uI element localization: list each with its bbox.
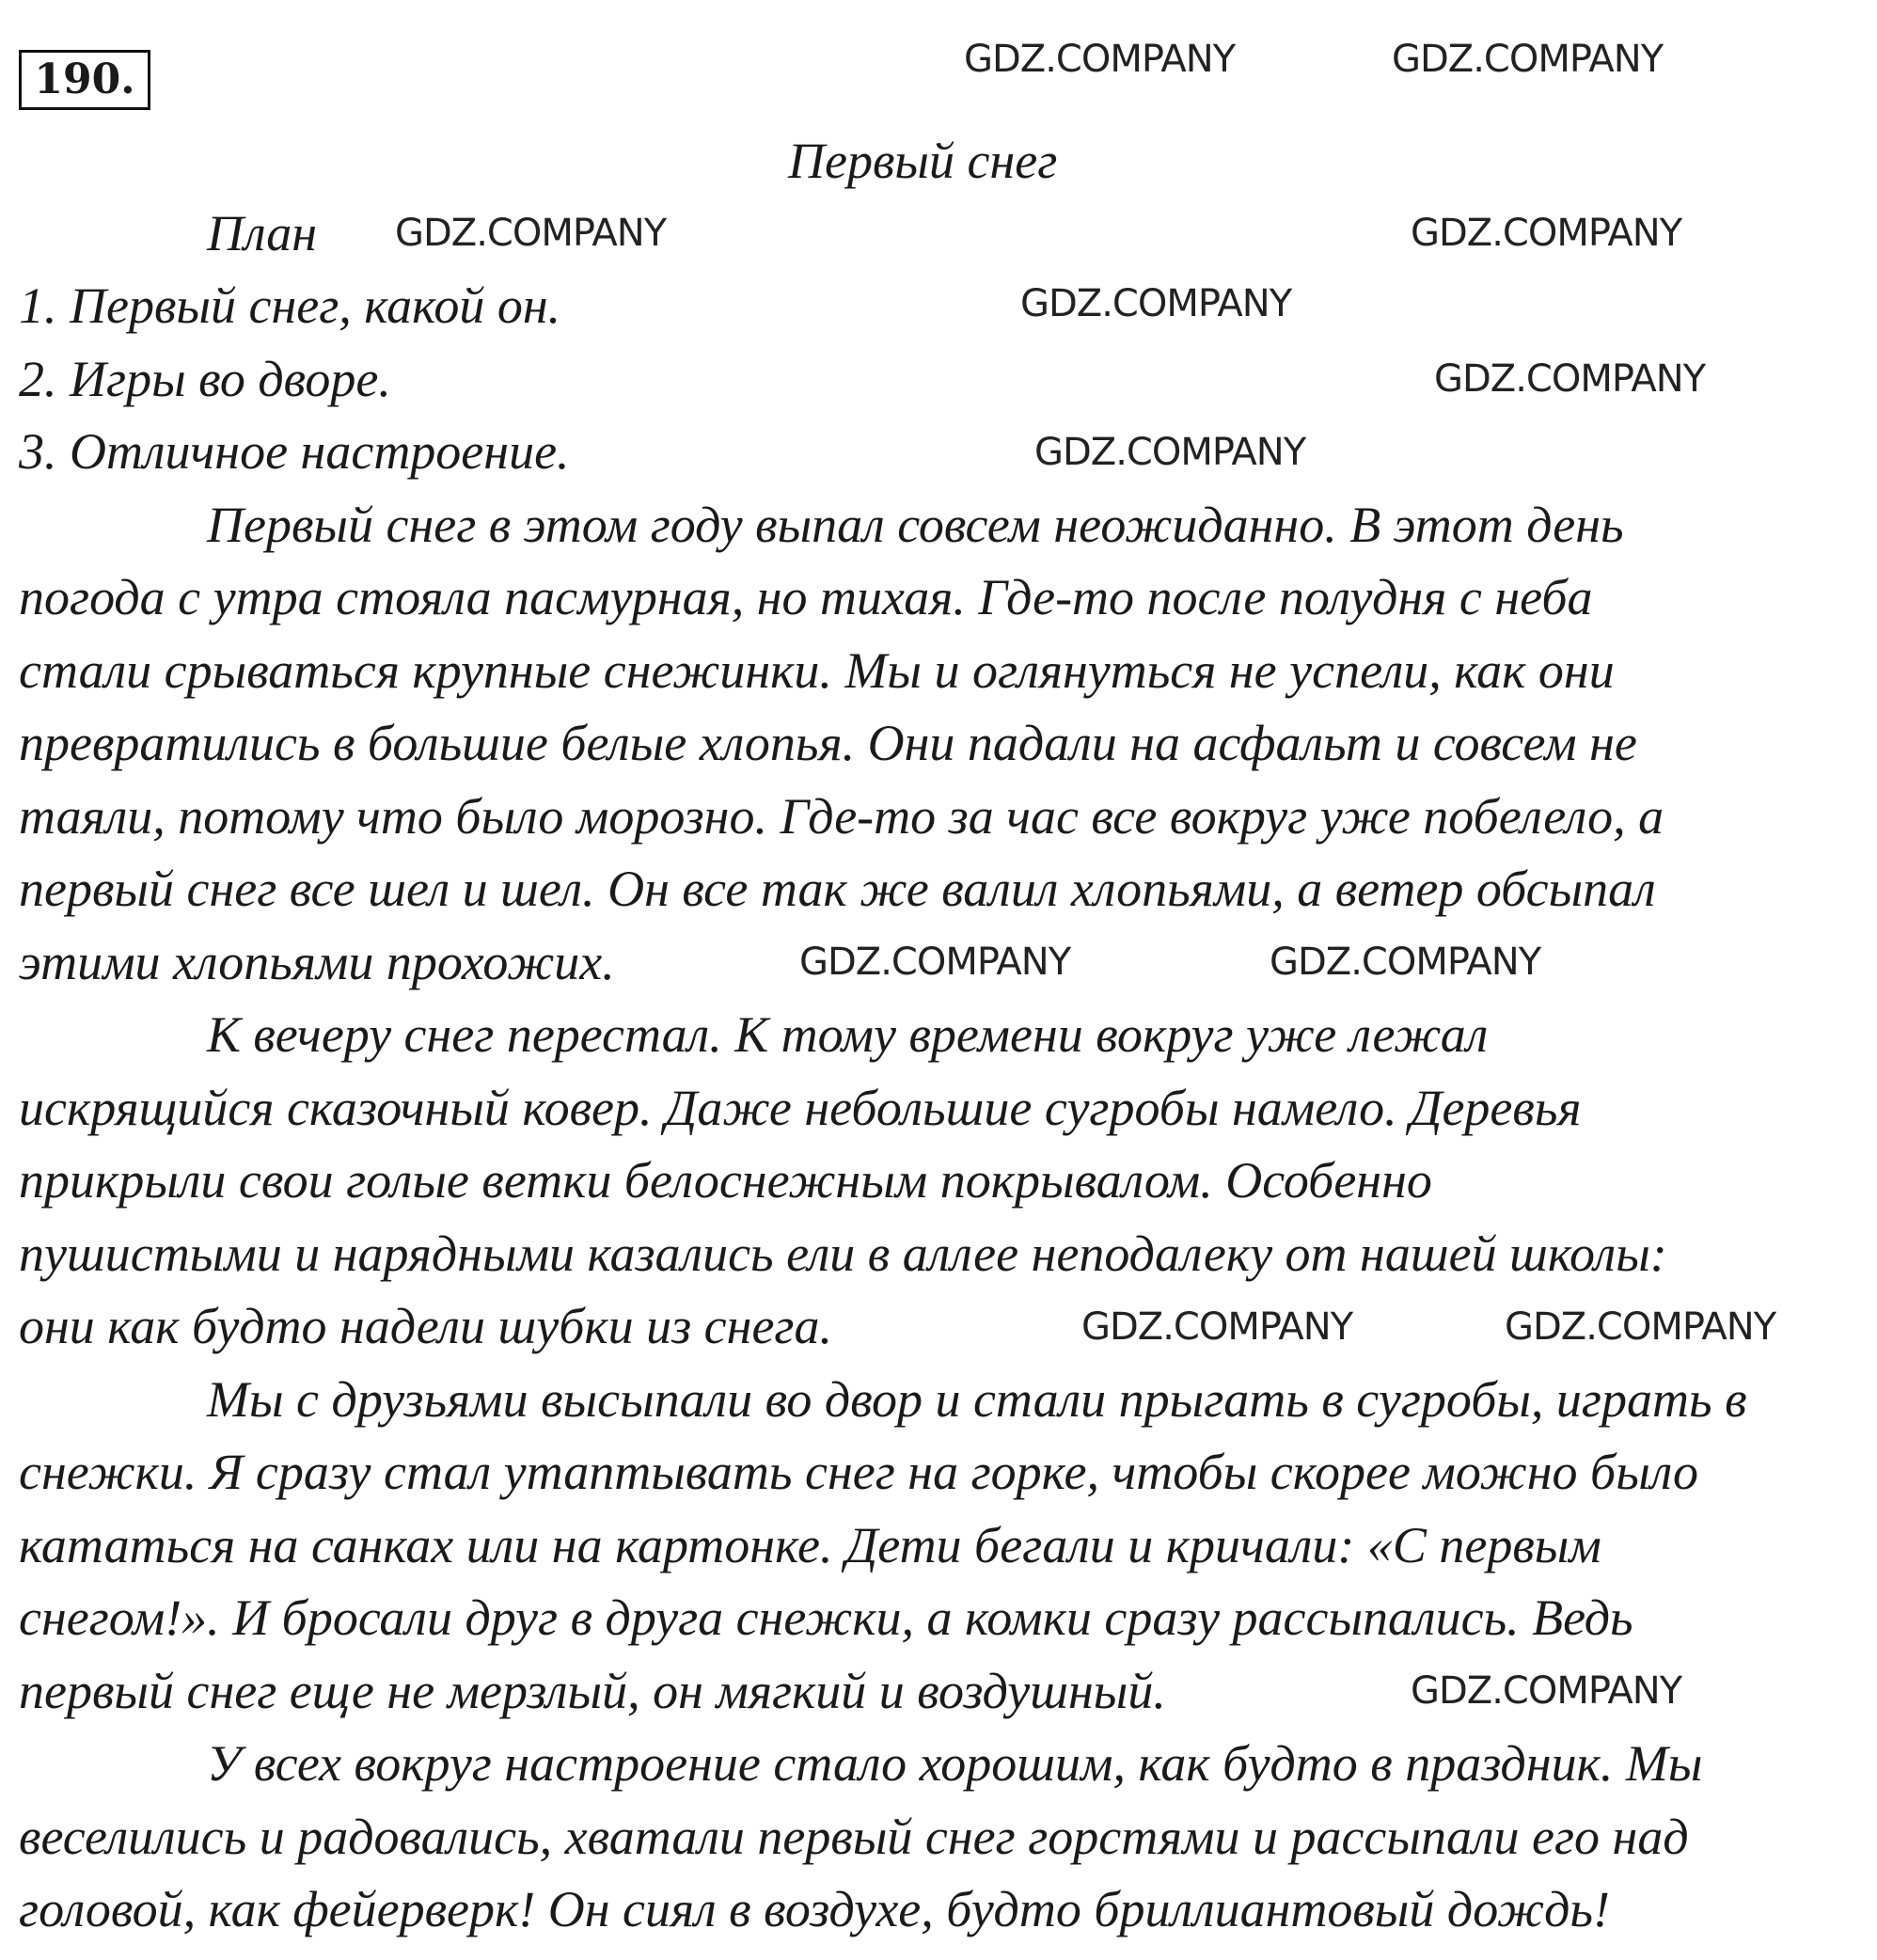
- text-line: первый снег еще не мерзлый, он мягкий и воздушный.: [19, 1662, 1166, 1719]
- text-line: снежки. Я сразу стал утаптывать снег на горке, чтобы скорее можно было: [19, 1444, 1698, 1500]
- text-line: этими хлопьями прохожих.: [19, 933, 615, 990]
- watermark: GDZ.COMPANY: [964, 38, 1236, 81]
- plan-item: 2. Игры во дворе.: [19, 350, 391, 407]
- text-line: кататься на санках или на картонке. Дети бегали и кричали: «С первым: [19, 1516, 1601, 1573]
- plan-label: План: [207, 204, 317, 261]
- plan-item: 3. Отличное настроение.: [19, 423, 570, 480]
- text-line: погода с утра стояла пасмурная, но тихая. Где-то после полудня с неба: [19, 569, 1593, 625]
- text-line: стали срываться крупные снежинки. Мы и оглянуться не успели, как они: [19, 641, 1615, 699]
- text-line: К вечеру снег перестал. К тому времени вокруг уже лежал: [207, 1006, 1489, 1063]
- text-line: головой, как фейерверк! Он сиял в воздухе, будто бриллиантовый дождь!: [19, 1881, 1610, 1937]
- text-line: Мы с друзьями высыпали во двор и стали прыгать в сугробы, играть в: [207, 1370, 1747, 1428]
- exercise-number: 190.: [19, 50, 150, 110]
- text-line: прикрыли свои голые ветки белоснежным покрывалом. Особенно: [19, 1152, 1432, 1209]
- watermark: GDZ.COMPANY: [799, 940, 1071, 984]
- text-line: они как будто надели шубки из снега.: [19, 1298, 832, 1354]
- essay-title: Первый снег: [788, 133, 1058, 189]
- watermark: GDZ.COMPANY: [1081, 1305, 1353, 1349]
- text-line: превратились в большие белые хлопья. Они падали на асфальт и совсем не: [19, 715, 1637, 771]
- text-line: снегом!». И бросали друг в друга снежки, а комки сразу рассыпались. Ведь: [19, 1589, 1633, 1646]
- text-line: У всех вокруг настроение стало хорошим, как будто в праздник. Мы: [207, 1735, 1703, 1792]
- watermark: GDZ.COMPANY: [395, 212, 667, 255]
- watermark: GDZ.COMPANY: [1434, 357, 1706, 401]
- watermark: GDZ.COMPANY: [1411, 212, 1682, 255]
- watermark: GDZ.COMPANY: [1270, 940, 1541, 984]
- paragraph-4: [19, 1728, 1871, 1947]
- text-line: Первый снег в этом году выпал совсем неожиданно. В этот день: [207, 496, 1624, 553]
- paragraph-1: [19, 489, 1871, 1000]
- text-line: веселились и радовались, хватали первый снег горстями и рассыпали его над: [19, 1808, 1689, 1865]
- plan-item: 1. Первый снег, какой он.: [19, 277, 561, 334]
- watermark: GDZ.COMPANY: [1392, 38, 1664, 81]
- text-line: таяли, потому что было морозно. Где-то за час все вокруг уже побелело, а: [19, 787, 1664, 845]
- watermark: GDZ.COMPANY: [1411, 1669, 1682, 1713]
- watermark: GDZ.COMPANY: [1505, 1305, 1776, 1349]
- text-line: первый снег все шел и шел. Он все так же валил хлопьями, а ветер обсыпал: [19, 861, 1656, 917]
- text-line: пушистыми и нарядными казались ели в аллее неподалеку от нашей школы:: [19, 1225, 1667, 1282]
- watermark: GDZ.COMPANY: [1034, 431, 1306, 474]
- text-line: искрящийся сказочный ковер. Даже небольшие сугробы намело. Деревья: [19, 1079, 1582, 1136]
- watermark: GDZ.COMPANY: [1020, 282, 1292, 325]
